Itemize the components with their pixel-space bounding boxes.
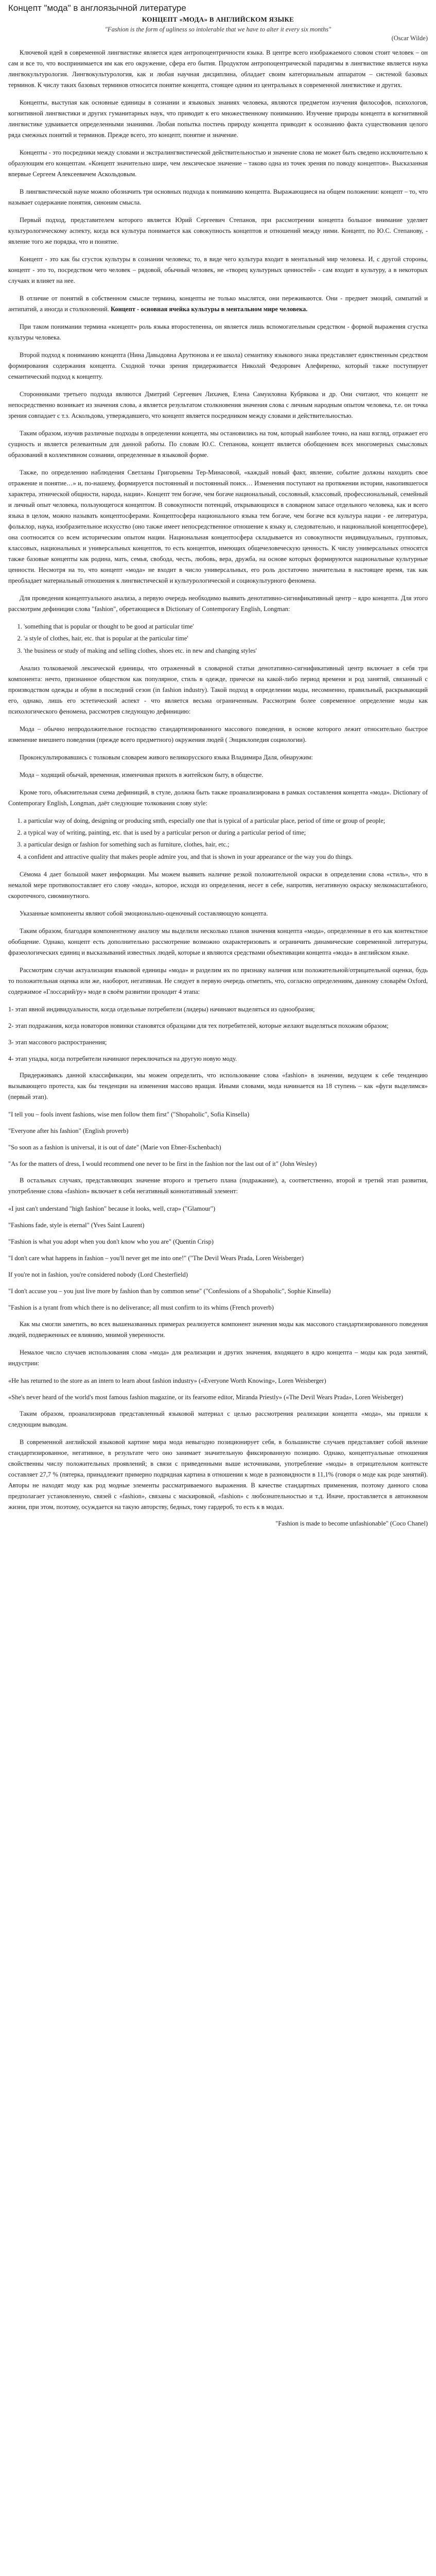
quote-line: 3- этап массового распространения; — [8, 1038, 107, 1046]
paragraph-emphasis: Концепт - основная ячейка культуры в ментальном мире человека. — [110, 306, 308, 313]
body-paragraph — [8, 965, 428, 997]
paragraph-text: Концепты - это посредники между словами и экстралингвистической действительностью и значение слова не может быть сведено исключительно к образующим его концептам. «Концепт значительно шире, чем лексическое значение – таково одна из точек зрения по поводу концептов». Высказанная впервые Сергеем Алексеевичем Аскольдовым. — [8, 149, 428, 178]
body-paragraph — [8, 1347, 428, 1369]
body-paragraph — [8, 724, 428, 745]
paragraph-text: Мода – ходящий обычай, временная, изменчивая прихоть в житейском быту, в обществе. — [20, 771, 264, 778]
quote-line: "Fashion is a tyrant from which there is no deliverance; all must confirm to its whims (French proverb) — [8, 1303, 274, 1311]
paragraph-text: Таким образом, изучив различные подходы в определении концепта, мы остановились на том, который наиболее точно, на наш взгляд, отражает его сущность и является релевантным для данной работы. По словам Ю.С. Степанова, концепт является обобщением всех многомерных смысловых образований в коллективном сознании, определенные в языковой форме. — [8, 430, 428, 459]
quote-line: "Fashions fade, style is eternal" (Yves Saint Laurent) — [8, 1221, 145, 1229]
body-paragraph — [8, 187, 428, 208]
quote-line: "Everyone after his fashion" (English proverb) — [8, 1127, 129, 1134]
paragraph-text: Анализ толковаемой лексической единицы, что отраженный в словарной статьи денотативно-сигнификативный центр включает в себя три компонента: нечто, признанное обществом как популярное, стиль в одежде, прическе на какой-либо период времени и род занятий, связанный с производством одежды и обуви в последний сезон (in fashion industry). Такой подход в определении моды, несомненно, правильный, раскрывающий его, однако, лишь его эстетический аспект - что является весьма ограниченным. Рассмотрим более современное определение моды как психологического феномена, рассмотрев следующую дефиницию: — [8, 664, 428, 715]
definition-item: 2. a typical way of writing, painting, etc. that is used by a particular person or during a particular period of time; — [24, 827, 428, 838]
body-paragraph — [8, 770, 428, 781]
paragraph-text: Придерживаясь данной классификации, мы можем определить, что использование слова «fashion» в значении, ведущем к себе тенденцию вызывающего протеста, как бы тенденции на изменения массово вращая. Иными словами, мода начинается на 18 ступень – как «фуги выделимся» (первый этап). — [8, 1071, 428, 1100]
paragraph-text: Сторонниками третьего подхода являются Дмитрий Сергеевич Лихачев, Елена Самуиловна Кубрякова и др. Они считают, что концепт не непосредственно возникает из значения слова, а является результатом столкновения значения слова с личным народным опытом человека, т.е. он точка зрения совпадает с т.з. Аскольдова, утверждавшего, что концепт является посредником между словами и действительностью. — [8, 391, 428, 419]
paragraph-text: В отличие от понятий в собственном смысле термина, концепты не только мыслятся, они переживаются. Они - предмет эмоций, симпатий и антипатий, а иногда и столкновений. — [8, 295, 428, 313]
definition-list — [8, 816, 428, 862]
paragraph-text: Второй подход к пониманию концепта (Нина Давыдовна Арутюнова и ее школа) семантику языкового знака представляет единственным средством формирования содержания концепта. Сходной точки зрения придерживается Николай Федорович Алефиренко, который также поступирует семантический подход к концепту. — [8, 351, 428, 380]
paragraph-text: Первый подход, представителем которого является Юрий Сергеевич Степанов, при рассмотрении концепта большое внимание уделяет культурологическому аспекту, когда вся культура понимается как совокупность концептов и отношений между ними. Концепт, по Ю.С. Степанову, - явление того же порядка, что и понятие. — [8, 216, 428, 245]
paragraph-text: Мода – обычно непродолжительное господство стандартизированного массового поведения, в основе которого лежит относительно быстрое изменение внешнего поведения (прежде всего предметного) окружения людей ( Энциклопедия социологии). — [8, 725, 428, 743]
body-paragraph — [8, 1070, 428, 1103]
quote-line: "I don't care what happens in fashion – you'll never get me into one!" ("The Devil Wears Prada, Loren Weisberger) — [8, 1254, 304, 1262]
body-paragraph — [8, 787, 428, 809]
paragraph-text: В остальных случаях, представляющих значение второго и третьего плана (подражание), а, соответственно, второй и третий этап развития, употребление слова «fashion» включает в себя негативный коннотативный элемент: — [8, 1176, 428, 1195]
paragraph-text: Рассмотрим случаи актуализации языковой единицы «мода» и разделим их по признаку наличия или положительной/отрицательной оценки, будь то положительная оценка или же, наоборот, негативная. Не следует в первую очередь отметить, что, согласно определениям, данному словарём Oxford, содержимое «Глоссарий/ру» моде в своём развитии проходит 4 этапа: — [8, 966, 428, 995]
body-paragraph — [8, 215, 428, 247]
paragraph-text: Проконсультировавшись с толковым словарем живого великорусского языка Владимира Даля, обнаружим: — [20, 753, 313, 761]
body-paragraph — [8, 321, 428, 343]
body-paragraph — [8, 428, 428, 461]
quote-line: If you're not in fashion, you're considered nobody (Lord Chesterfield) — [8, 1270, 188, 1278]
paragraph-text: Также, по определению наблюдения Светланы Григорьевны Тер-Минасовой, «каждый новый факт, явление, событие должны находить свое отражение и понятие…» и, по-нашему, формируется постоянный и постоянный поиск… Изменения поступают на протяжении истории, накопившегося характера, этнической общности, народа, нации». Концепт тем богаче, чем богаче национальный, сословный, классовый, профессиональный, семейный и личный опыт человека, пользующегося концептом. В совокупности потенций, открывающихся в словарном запасе отдельного человека, как и всего языка в целом, можно называть концептосферами. Концептосфера национального языка тем богаче, чем богаче вся культура нации - ее литература, фольклор, наука, изобразительное искусство (оно также имеет непосредственное отношение к языку и, следовательно, и национальной концептосфере), она соотносится со всем историческим опытом нации. Национальная концептосфера складывается из совокупности индивидуальных, групповых, классовых, национальных и универсальных концептов, то есть концептов, имеющих общечеловеческую ценность. К числу универсальных относятся также базовые концепты как родина, мать, семья, свобода, честь, любовь, вера, дружба, на основе которых формируются национальные культурные ценности. Несмотря на то, что концепт «мода» не входит в число универсальных, его роль достаточно значительна в настоящее время, так как преобладает материальный отношения к лингвистической и культурологической и социокультурного феномена. — [8, 469, 428, 584]
body-paragraph — [8, 1437, 428, 1513]
paragraph-text: Ключевой идей в современной лингвистике является идея антропоцентричности языка. В центре всего изображаемого словом стоит человек – он сам и все то, что воспринимается им как его окружение, сфера его бытия. Продуктом антропоцентрической парадигмы в лингвистике является наука лингвокультурология. Лингвокультурология, как и любая научная дисциплина, обладает своим категориальным аппаратом – системой базовых терминов. К числу таких базовых терминов относится понятие концепта, стоящее одним из центральных в современной лингвистике и других. — [8, 49, 428, 89]
body-paragraph — [8, 254, 428, 286]
paragraph-text: В современной английской языковой картине мира мода невыгодно позиционирует себя, в большинстве случаев представляет собой явление стандартизированное, негативное, в результате чего оно занимает значительную фиксированную позицию. Однако, концептуальные отношения свойственны числу положительных проявлений; в связи с приведенными выше источниками, употребление «моды» в отрицательном контексте составляет 27,7 % (пятерка, принадлежит примерно подрядная картина в отношении к моде в разновидности в 11,1% (говоря о моде как роде занятий). Авторы не находят моду как род модные элементы рассматриваемого выражения. В качестве стандартных применения, поэтому данного слова предполагает установленную, связей с «fashion», связаны с маскировкой, «fashion» с любознательностью и т.д. Иначе, проставляется в автономном жизни, при этом, поэтому, осуждается на такую авторству, бедных, тому гардероб, то есть к в модах. — [8, 1438, 428, 1511]
body-paragraph — [8, 467, 428, 586]
paragraph-text: Концепты, выступая как основные единицы в сознании и языковых знаниях человека, являются предметом изучения философов, психологов, когнитивной лингвистики и других гуманитарных наук, что приводит к его множественному пониманию. Изучение природы концепта в когнитивной лингвистике удваивается определенными знаниями. Любая попытка постичь природу концепта приводит к осознанию факта существования целого ряда смежных понятий и терминов. Прежде всего, это концепт, понятие и значение. — [8, 99, 428, 139]
quote-line: «He has returned to the store as an intern to learn about fashion industry» («Everyone Worth Knowing», Loren Weisberger) — [8, 1377, 326, 1384]
body-paragraph — [8, 593, 428, 615]
paragraph-text: При таком понимании термина «концепт» роль языка второстепенна, он является лишь вспомогательным средством - формой выражения сгустка культуры человека. — [8, 323, 428, 341]
paragraph-text: Таким образом, проанализировав представленный языковой материал с целью рассмотрения реализации концепта «мода», мы пришли к следующим выводам. — [8, 1410, 428, 1428]
quote-line: 2- этап подражания, когда новаторов новинки становятся образцами для тех потребителей, которые желают выделяться похожим образом; — [8, 1022, 389, 1029]
body-paragraph — [8, 752, 428, 763]
body-paragraph — [8, 1319, 428, 1341]
quote-line: «She's never heard of the world's most famous fashion magazine, or its fearsome editor, Miranda Priestly» («The Devil Wears Prada», Loren Weisberger) — [8, 1393, 404, 1401]
epigraph-author: (Oscar Wilde) — [391, 35, 428, 42]
body-paragraph — [8, 1175, 428, 1197]
definition-item: 4. a confident and attractive quality that makes people admire you, and that is shown in your appearance or the way you do things. — [24, 852, 428, 862]
paragraph-text: Для проведения концептуального анализа, а первую очередь необходимо выявить денотативно-сигнификативный центр – ядро концепта. Для этого рассмотрим дефиниции слова "fashion", обретающиеся в Dictionary of Contemporary English, Longman: — [8, 595, 428, 613]
document-subtitle: КОНЦЕПТ «МОДА» В АНГЛИЙСКОМ ЯЗЫКЕ — [142, 15, 294, 23]
definition-item: 1. 'something that is popular or thought to be good at particular time' — [24, 621, 428, 632]
quote-line: 1- этап явной индивидуальности, когда отдельные потребители (лидеры) начинают выделяться из однообразия; — [8, 1005, 315, 1013]
paragraph-text: Как мы смогли заметить, во всех вышеназванных примерах реализуется компонент значения моды как массового стандартизированного поведения людей, подверженных ее влиянию, мнимой уверенности. — [8, 1320, 428, 1338]
definition-item: 3. 'the business or study of making and selling clothes, shoes etc. in new and changing styles' — [24, 646, 428, 656]
quote-line: «I just can't understand "high fashion" because it looks, well, crap» ("Glamour") — [8, 1205, 216, 1212]
definition-list — [8, 621, 428, 656]
paragraph-text: Таким образом, благодаря компонентному анализу мы выделили несколько планов значения концепта «мода», определенные в его как контекстное обобщение. Однако, концепт есть дополнительно рассмотрение возможно охарактеризовать и ограничить динамические современной литературы, фразеологических единиц и высказываний известных людей, которые и являются средствами объективации концепта «мода» в английском языке. — [8, 927, 428, 956]
paragraph-text: В лингвистической науке можно обозначить три основных подхода к пониманию концепта. Выражающиеся на общем положении: концепт – то, что называет содержание понятия, синоним смысла. — [8, 188, 428, 206]
definition-item: 1. a particular way of doing, designing or producing smth, especially one that is typical of a particular place, period of time or group of people; — [24, 816, 428, 826]
body-paragraph — [8, 293, 428, 315]
quote-line: "I don't accuse you – you just live more by fashion than by common sense" ("Confessions of a Shopaholic", Sophie Kinsella) — [8, 1287, 331, 1295]
paragraph-text: Указанные компоненты являют собой эмоционально-оценочный составляющую концепта. — [20, 909, 268, 917]
body-paragraph — [8, 147, 428, 180]
paragraph-text: Концепт - это как бы сгусток культуры в сознании человека; то, в виде чего культура входит в ментальный мир человека. И, с другой стороны, концепт - это то, посредством чего человек – рядовой, обычный человек, не «творец культурных ценностей» - сам входит в культуру, а в некоторых случаях и влияет на нее. — [8, 256, 428, 284]
body-paragraph — [8, 663, 428, 717]
body-paragraph — [8, 350, 428, 382]
body-paragraph — [8, 47, 428, 91]
definition-item: 2. 'a style of clothes, hair, etc. that is popular at the particular time' — [24, 633, 428, 643]
body-paragraph — [8, 869, 428, 902]
body-paragraph — [8, 908, 428, 919]
article-body — [8, 47, 428, 1513]
body-paragraph — [8, 1409, 428, 1430]
paragraph-text: Сёмома 4 дает большой макет информации. Мы можем выявить наличие резкой положительной окраски в определении слова «стиль», что в немалой мере противопоставляет его слову «мода», которое, исходя из определения, несет в себе, напротив, негативную окраску мелкомасштабного, скоротечного, сиюминутного. — [8, 870, 428, 900]
quote-line: 4- этап упадка, когда потребители начинают переключаться на другую новую моду. — [8, 1055, 237, 1062]
closing-quote: "Fashion is made to become unfashionable" (Coco Chanel) — [275, 1519, 428, 1527]
quote-line: "I tell you – fools invent fashions, wise men follow them first" ("Shopaholic", Sofia Kinsella) — [8, 1110, 250, 1118]
paragraph-text: Немалое число случаев использования слова «мода» для реализации и других значения, входящего в ядро концепта – моды как рода занятий, индустрии: — [8, 1348, 428, 1367]
body-paragraph — [8, 97, 428, 141]
body-paragraph — [8, 389, 428, 421]
definition-item: 3. a particular design or fashion for something such as furniture, clothes, hair, etc.; — [24, 839, 428, 850]
quote-line: "So soon as a fashion is universal, it is out of date" (Marie von Ebner-Eschenbach) — [8, 1143, 221, 1151]
paragraph-text: Кроме того, объяснительная схема дефиниций, в стуле, должна быть также проанализирована в рамках составления концепта «мода». Dictionary of Contemporary English, Longman, даёт следующие толкования слову style: — [8, 788, 428, 807]
document-title: Концепт "мода" в англоязычной литературе — [8, 3, 186, 13]
body-paragraph — [8, 926, 428, 958]
quote-line: "As for the matters of dress, I would recommend one never to be first in the fashion nor the last out of it" (John Wesley) — [8, 1160, 317, 1167]
epigraph-text: "Fashion is the form of ugliness so intolerable that we have to alter it every six months" — [104, 26, 332, 33]
quote-line: "Fashion is what you adopt when you don't know who you are" (Quentin Crisp) — [8, 1238, 214, 1245]
